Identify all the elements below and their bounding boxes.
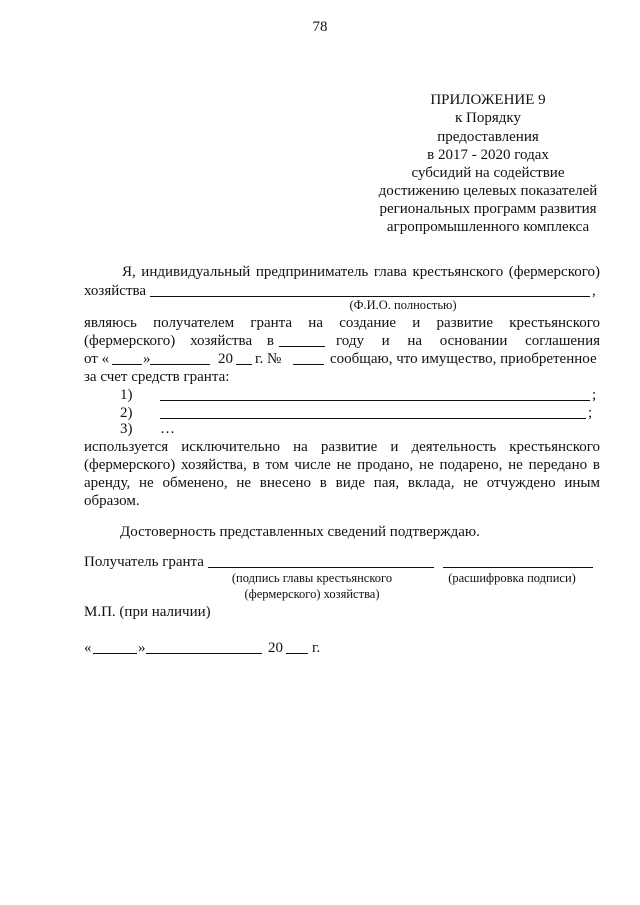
year-suffix-blank <box>236 364 252 365</box>
agreement-number-blank <box>293 364 324 365</box>
signature-caption: (фермерского) хозяйства) <box>244 587 380 601</box>
day-blank <box>93 653 137 654</box>
signature-decode-caption: (расшифровка подписи) <box>448 571 576 585</box>
confirmation-text: Достоверность представленных сведений подтверждаю. <box>120 524 480 540</box>
list-item-end: ; <box>588 405 593 421</box>
farm-comma: , <box>592 283 596 299</box>
appendix-line: достижению целевых показателей <box>378 183 598 199</box>
date-open-quote: от « <box>84 351 110 367</box>
fio-blank <box>150 296 590 297</box>
date-open-quote: « <box>84 640 92 656</box>
month-blank <box>150 364 210 365</box>
appendix-line: агропромышленного комплекса <box>386 219 590 235</box>
appendix-line: к Порядку <box>455 110 521 126</box>
farm-label: хозяйства <box>84 283 147 299</box>
list-item-number: 1) <box>120 387 133 403</box>
signature-label: Получатель гранта <box>84 554 204 570</box>
appendix-line: региональных программ развития <box>379 201 597 217</box>
fio-caption: (Ф.И.О. полностью) <box>349 298 457 312</box>
list-item-number: 2) <box>120 405 133 421</box>
date-close-quote: » <box>143 351 151 367</box>
date-close-quote: » <box>138 640 146 656</box>
year-prefix: 20 <box>268 640 283 656</box>
declaration-line: используется исключительно на развитие и деятельность крестьянского <box>84 439 600 455</box>
list-item-blank <box>160 400 590 401</box>
day-blank <box>112 364 142 365</box>
year-blank <box>279 346 325 347</box>
month-blank <box>146 653 262 654</box>
page-number: 78 <box>312 19 328 35</box>
declaration-line: году и на основании соглашения <box>336 333 600 349</box>
year-blank <box>286 653 308 654</box>
declaration-line: образом. <box>84 493 140 509</box>
list-item-blank <box>160 418 586 419</box>
appendix-line: предоставления <box>437 129 539 145</box>
appendix-title: ПРИЛОЖЕНИЕ 9 <box>430 92 546 108</box>
declaration-line: являюсь получателем гранта на создание и развитие крестьянского <box>84 315 600 331</box>
list-item-ellipsis: … <box>160 421 175 437</box>
signature-decode-blank <box>443 567 593 568</box>
seal-label: М.П. (при наличии) <box>84 604 211 620</box>
declaration-line: (фермерского) хозяйства, в том числе не продано, не подарено, не передано в <box>84 457 600 473</box>
list-item-end: ; <box>592 387 597 403</box>
list-item-number: 3) <box>120 421 133 437</box>
declaration-line: аренду, не обменено, не внесено в виде пая, вклада, не отчуждено иным <box>84 475 600 491</box>
appendix-line: в 2017 - 2020 годах <box>427 147 549 163</box>
declaration-line: за счет средств гранта: <box>84 369 230 385</box>
declaration-line: Я, индивидуальный предприниматель глава крестьянского (фермерского) <box>122 264 600 280</box>
appendix-line: субсидий на содействие <box>411 165 565 181</box>
number-label: г. № <box>255 351 282 367</box>
year-suffix: г. <box>312 640 321 656</box>
signature-blank <box>208 567 434 568</box>
declaration-line: сообщаю, что имущество, приобретенное <box>330 351 597 367</box>
year-prefix: 20 <box>218 351 233 367</box>
declaration-line: (фермерского) хозяйства в <box>84 333 274 349</box>
signature-caption: (подпись главы крестьянского <box>231 571 393 585</box>
